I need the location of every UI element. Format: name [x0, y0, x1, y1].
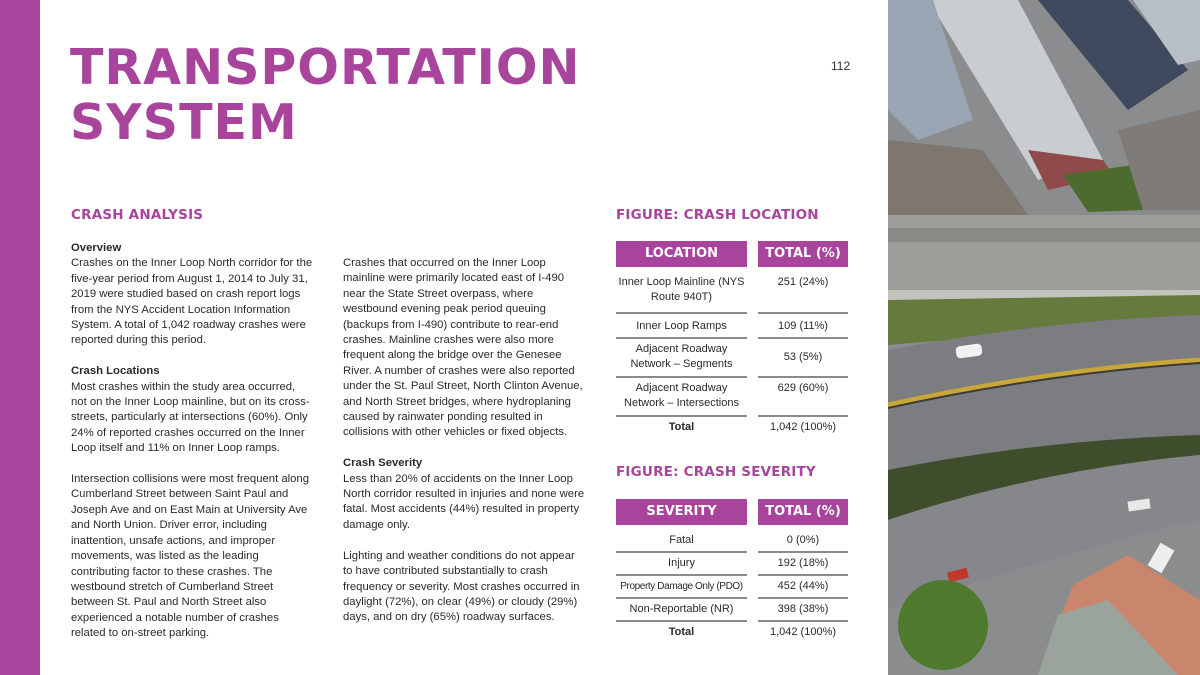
page-title — [70, 40, 581, 150]
location-total-value: 1,042 (100%) — [769, 421, 837, 433]
crash-severity-paragraph — [343, 456, 585, 533]
table-row — [616, 275, 848, 314]
page-title-line-1: TRANSPORTATION — [70, 39, 581, 96]
table-row-total — [616, 420, 848, 435]
severity-label: Fatal — [616, 533, 747, 553]
overview-subheading: Overview — [71, 242, 122, 254]
location-total-label: Total — [668, 421, 695, 433]
crash-locations-paragraph — [71, 364, 313, 456]
crash-severity-table-header — [616, 499, 848, 525]
location-label: Adjacent Roadway Network – Segments — [616, 342, 747, 378]
page-title-line-2: SYSTEM — [70, 94, 298, 151]
table-row — [616, 602, 848, 622]
severity-label: Injury — [616, 556, 747, 576]
crash-location-table-header — [616, 241, 848, 267]
table-row — [616, 381, 848, 417]
figure-crash-location-heading: FIGURE: CRASH LOCATION — [616, 207, 819, 223]
table-row — [616, 317, 848, 339]
severity-total-value: 1,042 (100%) — [769, 626, 837, 638]
location-value: 251 (24%) — [758, 275, 848, 314]
page-accent-bar — [0, 0, 40, 675]
column-header-severity: SEVERITY — [616, 499, 747, 525]
severity-label: Property Damage Only (PDO) — [616, 579, 747, 599]
text-column-2 — [343, 256, 585, 641]
crash-severity-text-2: Lighting and weather conditions do not appear to have contributed substantially to crash frequency or severity. Most crashes occurred in daylight (72%), on clear (49%) or cloudy (29%) days, and on dry (65%) roadway surfaces. — [343, 549, 580, 624]
aerial-photo-illustration — [888, 0, 1200, 675]
location-label: Inner Loop Ramps — [616, 317, 747, 339]
column-header-location: LOCATION — [616, 241, 747, 267]
table-row-total — [616, 625, 848, 640]
location-value: 109 (11%) — [758, 317, 848, 339]
column-header-total: TOTAL (%) — [758, 499, 848, 525]
table-row — [616, 579, 848, 599]
crash-severity-table — [616, 499, 848, 640]
location-label: Adjacent Roadway Network – Intersections — [616, 381, 747, 417]
figure-crash-severity-heading: FIGURE: CRASH SEVERITY — [616, 464, 816, 480]
crash-locations-subheading: Crash Locations — [71, 365, 160, 378]
overview-paragraph — [71, 241, 313, 349]
column-header-total: TOTAL (%) — [758, 241, 848, 267]
crash-locations-text-3: Crashes that occurred on the Inner Loop mainline were primarily located east of I-490 near the State Street overpass, where westbound evening peak period queuing (backups from I-490) contribute to rear-end crashes. Mainline crashes were also more frequent along the bridge over the Genesee River. A number of crashes were also reported under the St. Paul Street, North Clinton Avenue, and North Street bridges, where hydroplaning caused by rainwater ponding resulted in collisions with other vehicles or fixed objects. — [343, 257, 583, 439]
crash-locations-text-1: Most crashes within the study area occurred, not on the Inner Loop mainline, but on its cross-streets, particularly at intersections (60%). Only 24% of reported crashes occurred on the Inner Loop itself and 11% on Inner Loop ramps. — [71, 380, 310, 455]
severity-value: 192 (18%) — [758, 556, 848, 576]
crash-severity-subheading: Crash Severity — [343, 457, 423, 470]
location-label: Inner Loop Mainline (NYS Route 940T) — [616, 275, 747, 314]
overview-text: Crashes on the Inner Loop North corridor for the five-year period from August 1, 2014 to July 31, 2019 were studied based on crash report logs from the NYS Accident Location Information System. A total of 1,042 roadway crashes were reported during this period. — [71, 257, 313, 347]
severity-value: 398 (38%) — [758, 602, 848, 622]
location-value: 53 (5%) — [758, 342, 848, 378]
severity-value: 452 (44%) — [758, 579, 848, 599]
severity-value: 0 (0%) — [758, 533, 848, 553]
page-number: 112 — [831, 59, 851, 73]
crash-location-table — [616, 241, 848, 435]
table-row — [616, 342, 848, 378]
severity-total-label: Total — [668, 626, 695, 638]
table-row — [616, 533, 848, 553]
text-column-1 — [71, 241, 313, 657]
crash-locations-text-2: Intersection collisions were most frequent along Cumberland Street between Saint Paul and Joseph Ave and on East Main at University Ave and North Union. Driver error, including inattention, unsafe actions, and improper movements, was listed as the leading contributing factor to these crashes. The westbound stretch of Cumberland Street between St. Paul and North Street also experienced a notable number of crashes related to on-street parking. — [71, 473, 309, 640]
table-row — [616, 556, 848, 576]
crash-severity-text-1: Less than 20% of accidents on the Inner Loop North corridor resulted in injuries and none were fatal. Most accidents (44%) resulted in property damage only. — [343, 472, 585, 531]
severity-label: Non-Reportable (NR) — [616, 602, 747, 622]
location-value: 629 (60%) — [758, 381, 848, 417]
crash-analysis-heading: CRASH ANALYSIS — [71, 207, 204, 223]
aerial-photo — [888, 0, 1200, 675]
